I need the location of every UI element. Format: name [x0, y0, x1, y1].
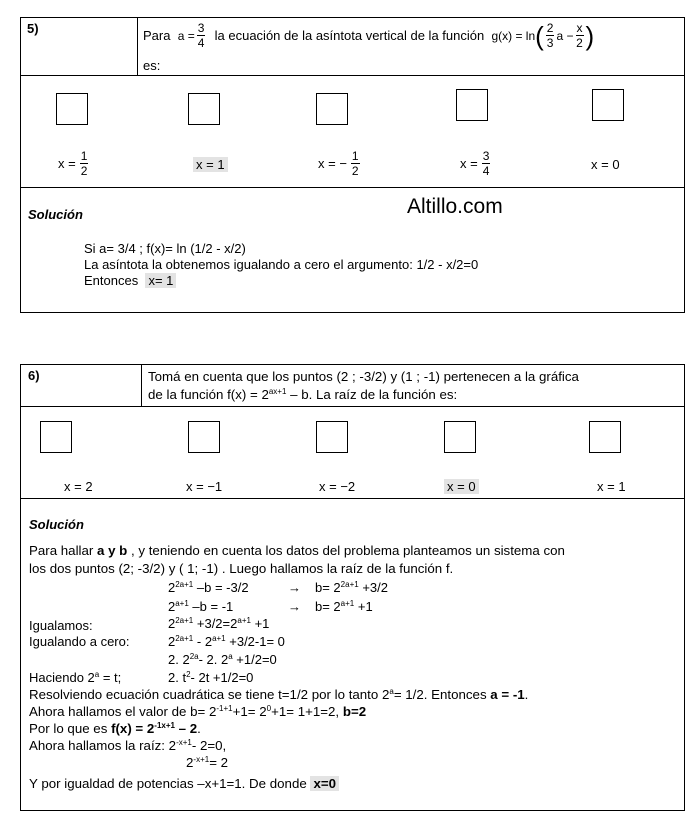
option-label-3: x = −2 — [319, 479, 356, 494]
problem-number: 5) — [27, 21, 39, 36]
solution-intro-1: Para hallar a y b , y teniendo en cuenta los datos del problema planteamos un sistema con — [29, 543, 565, 558]
option-checkbox-4[interactable] — [444, 421, 476, 453]
solution-raiz: Ahora hallamos la raíz: $2^{-x+1}-$ 2=0, — [29, 738, 227, 753]
solution-answer: x= 1 — [145, 273, 176, 288]
question-line-2: de la función $f(x) = 2^{ax+1} - b$. La raíz de la función es: — [148, 387, 458, 402]
option-checkbox-1[interactable] — [40, 421, 72, 453]
question-line-1: Tomá en cuenta que los puntos (2 ; -3/2) y (1 ; -1) pertenecen a la gráfica — [148, 369, 579, 384]
option-checkbox-4[interactable] — [456, 89, 488, 121]
option-checkbox-1[interactable] — [56, 93, 88, 125]
equation-1-result: $b= 2^{2a+1} +3/2$ — [315, 580, 388, 595]
solution-raiz-2: $2^{-x+1}= 2$ — [186, 755, 229, 770]
option-checkbox-2[interactable] — [188, 421, 220, 453]
option-label-4: x = 0 — [444, 479, 479, 494]
solution-valor-b: Ahora hallamos el valor de $b= 2^{-1+1}+1= 2^0+1= 1+1=2$, b=2 — [29, 704, 367, 719]
option-checkbox-5[interactable] — [589, 421, 621, 453]
option-label-1: x = 2 — [64, 479, 93, 494]
question-text-end: es: — [143, 58, 161, 73]
watermark: Altillo.com — [407, 195, 503, 218]
option-label-5: x = 0 — [591, 157, 620, 172]
option-label-4: x = $\frac{3}{4}$ — [460, 149, 490, 178]
solution-line-1: Si a= 3/4 ; f(x)= ln (1/2 - x/2) — [84, 241, 246, 256]
arrow-icon: → — [288, 599, 301, 614]
solution-resolviendo: Resolviendo ecuación cuadrática se tiene t=1/2 por lo tanto $2^a= 1/2$. Entonces a = -1. — [29, 687, 529, 702]
equation-simplified: 2. $2^{2a}-$ 2. $2^a +1/2=0$ — [168, 652, 277, 667]
equation-quadratic: 2. $t^2-$ 2t +1/2=0 — [168, 670, 254, 685]
option-checkbox-5[interactable] — [592, 89, 624, 121]
option-checkbox-2[interactable] — [188, 93, 220, 125]
option-label-3: x = − $\frac{1}{2}$ — [318, 149, 359, 178]
option-checkbox-3[interactable] — [316, 421, 348, 453]
option-label-1: x = $\frac{1}{2}$ — [58, 149, 88, 178]
equation-igualando-cero: $2^{2a+1} - 2^{a+1} +3/2-1= 0$ — [168, 634, 285, 649]
solution-line-2: La asíntota la obtenemos igualando a cero el argumento: 1/2 - x/2=0 — [84, 257, 479, 272]
option-checkbox-3[interactable] — [316, 93, 348, 125]
option-label-5: x = 1 — [597, 479, 626, 494]
arrow-icon: → — [288, 580, 301, 595]
solution-funcion: Por lo que es $f(x) = 2^{-1x+1} - 2$. — [29, 721, 201, 736]
question-text: Para a = $\frac{3}{4}$ la ecuación de la asíntota vertical de la función g(x) = ln ( $\frac{2}{3}$ a − $\frac{x}{2}$ ) — [143, 20, 595, 51]
equation-igualamos: $2^{2a+1} +3/2=2^{a+1} +1$ — [168, 616, 270, 631]
equation-2-result: $b= 2^{a+1} +1$ — [315, 599, 373, 614]
option-label-2: x = 1 — [193, 157, 228, 172]
equation-1: $2^{2a+1}$ –b = -3/2 — [168, 580, 249, 595]
option-label-2: x = −1 — [186, 479, 223, 494]
solution-title: Solución — [28, 207, 83, 222]
solution-line-3: Entonces x= 1 — [84, 273, 176, 288]
solution-answer: x=0 — [310, 776, 339, 791]
label-haciendo: Haciendo $2^a = t$; — [29, 670, 122, 685]
solution-final: Y por igualdad de potencias –x+1=1. De donde x=0 — [29, 776, 339, 791]
label-igualamos: Igualamos: — [29, 618, 93, 633]
problem-number: 6) — [28, 368, 40, 383]
equation-2: $2^{a+1}$ –b = -1 — [168, 599, 234, 614]
solution-intro-2: los dos puntos (2; -3/2) y ( 1; -1) . Luego hallamos la raíz de la función f. — [29, 561, 454, 576]
solution-title: Solución — [29, 517, 84, 532]
label-igualando-cero: Igualando a cero: — [29, 634, 130, 649]
